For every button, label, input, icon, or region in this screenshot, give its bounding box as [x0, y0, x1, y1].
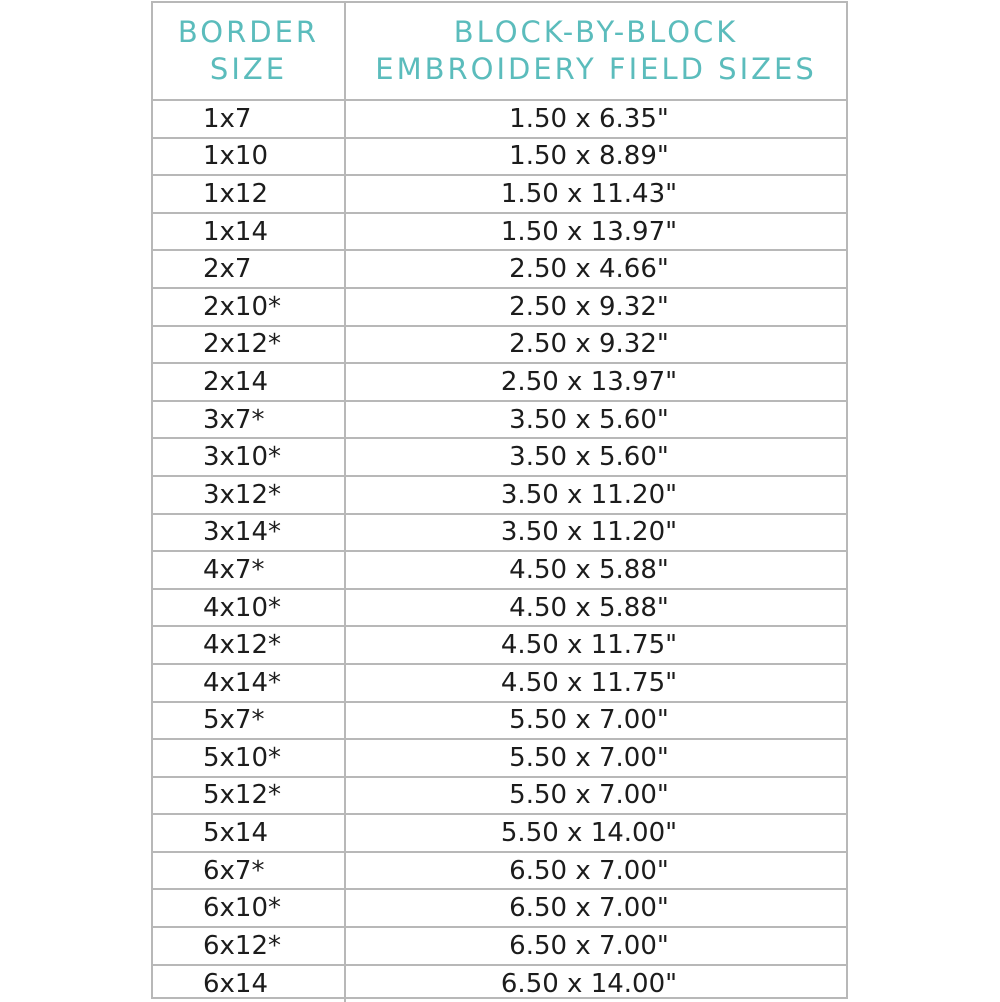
- border-size-cell: 6x10*: [153, 889, 345, 927]
- border-size-cell: 3x12*: [153, 476, 345, 514]
- table-row: [153, 814, 846, 852]
- border-size-cell: 5x10*: [153, 739, 345, 777]
- field-size-cell: 4.50 x 5.88": [345, 589, 846, 627]
- border-size-cell: 5x7*: [153, 702, 345, 740]
- border-size-cell: 6x14: [153, 965, 345, 1002]
- border-size-cell: 3x14*: [153, 514, 345, 552]
- border-size-cell: 1x7: [153, 100, 345, 138]
- header-border-size-line2: SIZE: [209, 52, 288, 86]
- border-size-cell: 6x7*: [153, 852, 345, 890]
- table-row: [153, 852, 846, 890]
- table-row: [153, 438, 846, 476]
- border-size-cell: 2x12*: [153, 326, 345, 364]
- border-size-cell: 1x12: [153, 175, 345, 213]
- header-border-size: [153, 3, 345, 100]
- field-size-cell: 6.50 x 7.00": [345, 889, 846, 927]
- table-body: [153, 100, 846, 1002]
- table-row: [153, 401, 846, 439]
- field-size-cell: 4.50 x 11.75": [345, 664, 846, 702]
- header-field-sizes-line2: EMBROIDERY FIELD SIZES: [375, 52, 817, 86]
- table-row: [153, 702, 846, 740]
- header-field-sizes-line1: BLOCK-BY-BLOCK: [453, 15, 739, 49]
- table-row: [153, 138, 846, 176]
- field-size-cell: 3.50 x 5.60": [345, 401, 846, 439]
- border-size-cell: 4x12*: [153, 626, 345, 664]
- border-size-cell: 3x10*: [153, 438, 345, 476]
- field-size-cell: 5.50 x 7.00": [345, 702, 846, 740]
- border-size-cell: 3x7*: [153, 401, 345, 439]
- table-row: [153, 965, 846, 1002]
- field-size-cell: 1.50 x 6.35": [345, 100, 846, 138]
- table-row: [153, 476, 846, 514]
- field-size-cell: 1.50 x 13.97": [345, 213, 846, 251]
- field-size-cell: 5.50 x 7.00": [345, 739, 846, 777]
- field-size-cell: 3.50 x 5.60": [345, 438, 846, 476]
- table-row: [153, 626, 846, 664]
- table-row: [153, 551, 846, 589]
- field-size-cell: 1.50 x 8.89": [345, 138, 846, 176]
- table-row: [153, 927, 846, 965]
- border-size-cell: 4x10*: [153, 589, 345, 627]
- field-size-cell: 6.50 x 14.00": [345, 965, 846, 1002]
- border-size-cell: 4x7*: [153, 551, 345, 589]
- field-size-cell: 2.50 x 9.32": [345, 326, 846, 364]
- field-size-cell: 6.50 x 7.00": [345, 852, 846, 890]
- border-size-cell: 1x14: [153, 213, 345, 251]
- table-row: [153, 100, 846, 138]
- border-size-cell: 2x7: [153, 250, 345, 288]
- table-row: [153, 739, 846, 777]
- border-size-cell: 4x14*: [153, 664, 345, 702]
- table-row: [153, 250, 846, 288]
- table-header-row: [153, 3, 846, 100]
- border-size-cell: 5x12*: [153, 777, 345, 815]
- table-row: [153, 213, 846, 251]
- field-size-cell: 1.50 x 11.43": [345, 175, 846, 213]
- embroidery-size-table-container: [151, 1, 848, 999]
- table-row: [153, 326, 846, 364]
- border-size-cell: 5x14: [153, 814, 345, 852]
- border-size-cell: 6x12*: [153, 927, 345, 965]
- header-border-size-line1: BORDER: [177, 15, 320, 49]
- field-size-cell: 2.50 x 9.32": [345, 288, 846, 326]
- table-row: [153, 514, 846, 552]
- field-size-cell: 4.50 x 5.88": [345, 551, 846, 589]
- border-size-cell: 2x10*: [153, 288, 345, 326]
- field-size-cell: 6.50 x 7.00": [345, 927, 846, 965]
- border-size-cell: 1x10: [153, 138, 345, 176]
- table-row: [153, 175, 846, 213]
- field-size-cell: 2.50 x 4.66": [345, 250, 846, 288]
- field-size-cell: 3.50 x 11.20": [345, 476, 846, 514]
- field-size-cell: 4.50 x 11.75": [345, 626, 846, 664]
- table-row: [153, 288, 846, 326]
- table-row: [153, 664, 846, 702]
- field-size-cell: 5.50 x 7.00": [345, 777, 846, 815]
- header-field-sizes: [345, 3, 846, 100]
- table-row: [153, 589, 846, 627]
- field-size-cell: 2.50 x 13.97": [345, 363, 846, 401]
- field-size-cell: 5.50 x 14.00": [345, 814, 846, 852]
- border-size-cell: 2x14: [153, 363, 345, 401]
- table-row: [153, 363, 846, 401]
- table-row: [153, 777, 846, 815]
- field-size-cell: 3.50 x 11.20": [345, 514, 846, 552]
- table-row: [153, 889, 846, 927]
- embroidery-size-table: [153, 3, 846, 1002]
